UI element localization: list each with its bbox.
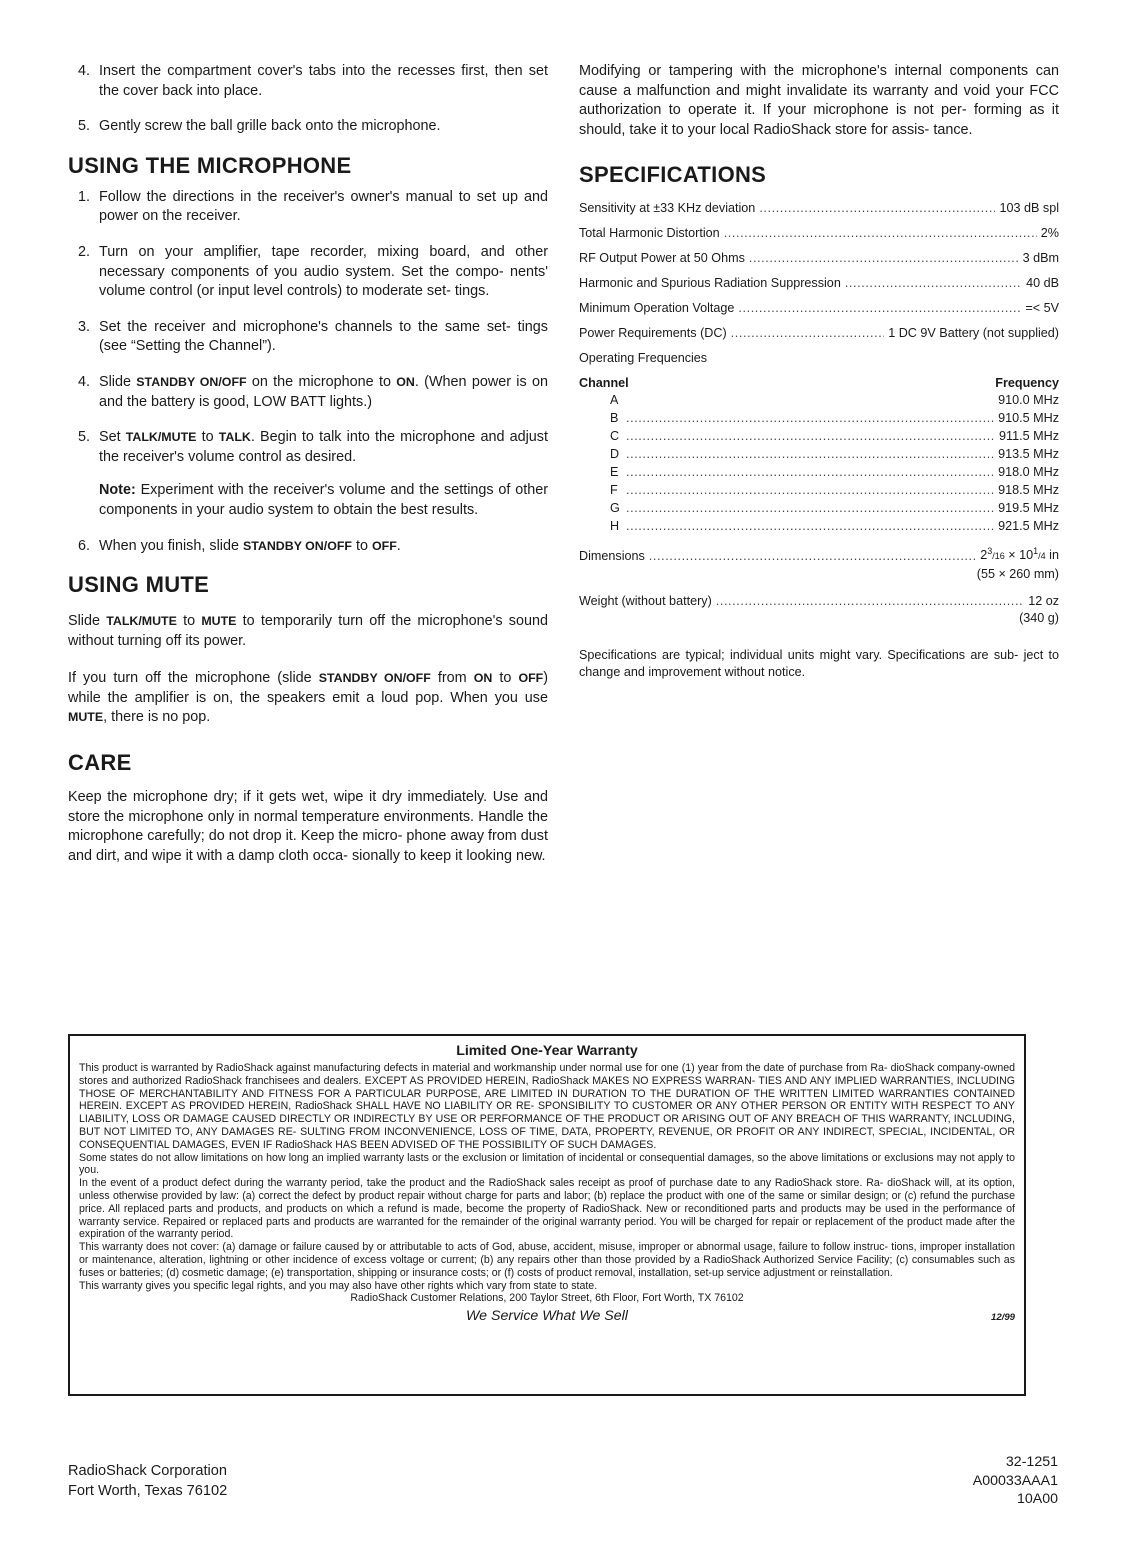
step-6 <box>68 537 548 557</box>
warranty-paragraph-1: This product is warranted by RadioShack against manufacturing defects in material and workmanship under normal use for one (1) year from the date of purchase from Ra- dioShack company-owned stores and authorized RadioShack franchisees and dealers. EXCEPT AS PROVIDED HEREIN, RadioShack MAKES NO EXPRESS WARRAN- TIES AND ANY IMPLIED WARRANTIES, INCLUDING THOSE OF MERCHANTABILITY AND FITNESS FOR A PARTICULAR PURPOSE, ARE LIMITED IN DURATION TO THE DURATION OF THE WRITTEN LIMITED WARRANTIES CONTAINED HEREIN. EXCEPT AS PROVIDED HEREIN, RadioShack SHALL HAVE NO LIABILITY OR RE- SPONSIBILITY TO CUSTOMER OR ANY OTHER PERSON OR ENTITY WITH RESPECT TO ANY LIABILITY, LOSS OR DAMAGE CAUSED DIRECTLY OR INDIRECTLY BY USE OR PERFORMANCE OF THE PRODUCT OR ARISING OUT OF ANY BREACH OF THIS WARRANTY, INCLUDING, BUT NOT LIMITED TO, ANY DAMAGES RE- SULTING FROM INCONVENIENCE, LOSS OF TIME, DATA, PROPERTY, REVENUE, OR PROFIT OR ANY INDIRECT, SPECIAL, INCIDENTAL, OR CONSEQUENTIAL DAMAGES, EVEN IF RadioShack HAS BEEN ADVISED OF THE POSSIBILITY OF SUCH DAMAGES. <box>79 1062 1015 1151</box>
step-number: 1. <box>78 188 91 205</box>
note-text: Experiment with the receiver's volume and the settings of other components in your audio system to obtain the best results. <box>99 482 548 518</box>
channel-header: Channel <box>579 376 629 391</box>
channel-row <box>579 464 1059 481</box>
step-1 <box>68 188 548 227</box>
step-number: 2. <box>78 243 91 260</box>
channel-table-header <box>579 375 1059 392</box>
heading-specifications: SPECIFICATIONS <box>579 162 767 188</box>
spec-label: Weight (without battery) <box>579 593 712 608</box>
channel-frequency: 918.0 MHz <box>998 465 1059 480</box>
leader-dots <box>724 225 1037 242</box>
step-text: Set the receiver and microphone's channels to the same set- tings (see “Setting the Channel”). <box>99 318 548 355</box>
mute-paragraph-2 <box>68 669 548 728</box>
channel-letter: H <box>610 519 620 534</box>
step-3 <box>68 318 548 357</box>
control-label: STANDBY ON/OFF <box>136 374 247 389</box>
spec-label: Harmonic and Spurious Radiation Suppression <box>579 276 841 291</box>
step-4 <box>68 373 548 412</box>
step-text: Gently screw the ball grille back onto the microphone. <box>99 118 441 135</box>
warranty-date: 12/99 <box>990 1312 1015 1324</box>
spec-sensitivity <box>579 200 1059 217</box>
heading-using-microphone: USING THE MICROPHONE <box>68 152 352 178</box>
step-number: 4. <box>78 373 91 390</box>
mute-paragraph-1 <box>68 612 548 651</box>
channel-row <box>579 410 1059 427</box>
leader-dots <box>626 446 994 463</box>
step-number: 4. <box>78 63 91 79</box>
spec-weight <box>579 593 1059 610</box>
channel-letter: C <box>610 429 620 444</box>
warranty-paragraph-2: Some states do not allow limitations on how long an implied warranty lasts or the exclusion or limitation of incidental or consequential damages, so the above limitations or exclusions may not apply to you. <box>79 1151 1015 1177</box>
warranty-paragraph-3: In the event of a product defect during the warranty period, take the product and the RadioShack sales receipt as proof of purchase date to any RadioShack store. Ra- dioShack will, at its option, unless otherwise provided by law: (a) correct the defect by product repair without charge for parts and labor; (b) replace the product with one of the same or similar design; or (c) refund the purchase price. All replaced parts and products, and products on which a refund is made, become the property of RadioShack. New or reconditioned parts and products may be used in the performance of warranty service. Repaired or replaced parts and products are warranted for the remainder of the original warranty period. You will be charged for repair or replacement of the product made after the expiration of the warranty period. <box>79 1177 1015 1241</box>
channel-frequency: 921.5 MHz <box>998 519 1059 534</box>
footer-codes <box>973 1453 1058 1509</box>
channel-row <box>579 500 1059 517</box>
text-run: × 10 <box>1004 548 1034 563</box>
leader-dots <box>626 428 995 445</box>
frequency-header: Frequency <box>995 376 1059 391</box>
spec-value: 2% <box>1040 226 1059 241</box>
channel-frequency: 911.5 MHz <box>999 429 1059 444</box>
control-label: TALK/MUTE <box>125 430 197 445</box>
leader-dots <box>626 464 994 481</box>
channel-frequency: 913.5 MHz <box>998 447 1059 462</box>
leader-dots <box>845 275 1022 292</box>
text-run: . <box>396 537 401 554</box>
text-run: to <box>196 429 219 446</box>
spec-label: Operating Frequencies <box>579 351 708 366</box>
right-column <box>579 62 1059 681</box>
text-run: . (When power is on and the battery is good, LOW BATT lights.) <box>99 373 548 410</box>
dimensions-value <box>980 543 1059 565</box>
spec-operating-frequencies <box>579 350 1059 367</box>
slogan: We Service What We Sell <box>466 1308 628 1325</box>
leader-dots <box>731 325 885 342</box>
spec-label: Sensitivity at ±33 KHz deviation <box>579 201 756 216</box>
spec-value: =< 5V <box>1025 301 1059 316</box>
dimensions-metric: (55 × 260 mm) <box>976 566 1059 581</box>
step-number: 5. <box>78 429 91 446</box>
channel-frequency: 919.5 MHz <box>998 501 1059 516</box>
leader-dots <box>716 593 1024 610</box>
spec-label: Total Harmonic Distortion <box>579 226 720 241</box>
leader-dots <box>759 200 995 217</box>
warranty-box <box>68 1034 1026 1396</box>
channel-letter: A <box>610 393 619 408</box>
text-run: in <box>1045 548 1059 563</box>
text-run: on the microphone to <box>246 373 397 390</box>
leader-dots <box>626 410 994 427</box>
spec-dimensions <box>579 543 1059 565</box>
specification-note: Specifications are typical; individual units might vary. Specifications are sub- ject to change and improvement without notice. <box>579 647 1059 679</box>
text-run: to <box>176 613 202 630</box>
heading-care: CARE <box>68 750 132 776</box>
channel-letter: G <box>610 501 620 516</box>
step-5 <box>68 117 548 137</box>
heading-using-mute: USING MUTE <box>68 572 210 598</box>
note-label: Note: <box>99 482 136 499</box>
spec-label: Dimensions <box>579 548 645 563</box>
care-paragraph: Keep the microphone dry; if it gets wet, wipe it dry immediately. Use and store the microphone only in normal temperature environments. Handle the microphone carefully; do not drop it. Keep the micro- phone away from dust and dirt, and wipe it with a damp cloth occa- sionally to keep it looking new. <box>68 789 548 864</box>
channel-letter: D <box>610 447 620 462</box>
text-run: Slide <box>99 373 137 390</box>
step-5 <box>68 428 548 520</box>
control-label: OFF <box>518 671 544 686</box>
leader-dots <box>626 518 994 535</box>
spec-value: 40 dB <box>1026 276 1059 291</box>
control-label: STANDBY ON/OFF <box>242 538 352 553</box>
channel-row <box>579 392 1059 409</box>
text-run: , there is no pop. <box>103 709 211 726</box>
warranty-paragraph-5: This warranty gives you specific legal rights, and you may also have other rights which vary from state to state. <box>79 1279 598 1292</box>
leader-dots <box>626 482 994 499</box>
fraction-numerator: 1 <box>1033 546 1039 557</box>
company-city: Fort Worth, Texas 76102 <box>68 1482 228 1499</box>
spec-thd <box>579 225 1059 242</box>
channel-row <box>579 446 1059 463</box>
fraction-denominator: /4 <box>1038 551 1046 562</box>
text-run: ) while the amplifier is on, the speakers emit a loud pop. When you use <box>68 670 549 706</box>
channel-frequency: 918.5 MHz <box>998 483 1059 498</box>
channel-letter: F <box>610 483 618 498</box>
channel-letter: B <box>610 411 619 426</box>
spec-rf-output <box>579 250 1059 267</box>
leader-dots <box>626 500 994 517</box>
control-label: ON <box>396 374 415 389</box>
text-run: . Begin to talk into the microphone and adjust the receiver's volume control as desired. <box>99 429 548 465</box>
text-run: to <box>492 670 519 687</box>
weight-metric: (340 g) <box>1019 610 1059 625</box>
channel-frequency: 910.0 MHz <box>998 393 1059 408</box>
revision-code: 10A00 <box>1016 1491 1058 1508</box>
step-4 <box>68 62 548 101</box>
customer-relations-address: RadioShack Customer Relations, 200 Taylor Street, 6th Floor, Fort Worth, TX 76102 <box>350 1292 744 1305</box>
spec-label: Minimum Operation Voltage <box>579 301 735 316</box>
text-run: to temporarily turn off the microphone's sound without turning off its power. <box>68 613 548 649</box>
step-number: 3. <box>78 318 91 335</box>
tampering-warning: Modifying or tampering with the microphone's internal components can cause a malfunction and might invalidate its warranty and void your FCC authorization to operate it. If your microphone is not per- forming as it should, take it to your local RadioShack store for assis- tance. <box>579 63 1059 138</box>
channel-row <box>579 482 1059 499</box>
control-label: STANDBY ON/OFF <box>318 671 431 686</box>
channel-row <box>579 428 1059 445</box>
reassembly-steps <box>68 62 548 137</box>
text-run: Set <box>99 429 126 446</box>
spec-power <box>579 325 1059 342</box>
spec-value: 3 dBm <box>1022 251 1059 266</box>
step-text: Insert the compartment cover's tabs into the recesses first, then set the cover back into place. <box>99 63 548 99</box>
channel-frequency: 910.5 MHz <box>998 411 1059 426</box>
control-label: ON <box>473 671 493 686</box>
text-run: to <box>351 537 372 554</box>
spec-min-voltage <box>579 300 1059 317</box>
step-2 <box>68 243 548 302</box>
step-text: Turn on your amplifier, tape recorder, mixing board, and other necessary components of you audio system. Set the compo- nents' volume control (or input level controls) to moderate set- tings. <box>99 243 548 300</box>
company-name: RadioShack Corporation <box>68 1463 227 1479</box>
spec-harmonic-suppression <box>579 275 1059 292</box>
step-text: Follow the directions in the receiver's owner's manual to set up and power on the receiver. <box>99 188 548 225</box>
text-run: If you turn off the microphone (slide <box>68 670 319 687</box>
note <box>99 481 548 520</box>
spec-label: RF Output Power at 50 Ohms <box>579 251 745 266</box>
control-label: TALK/MUTE <box>106 614 177 629</box>
channel-letter: E <box>610 465 619 480</box>
leader-dots <box>649 548 976 565</box>
fraction-numerator: 3 <box>987 546 993 557</box>
left-column <box>68 62 548 866</box>
spec-value: 12 oz <box>1028 593 1059 608</box>
spec-value: 103 dB spl <box>999 201 1059 216</box>
warranty-paragraph-4: This warranty does not cover: (a) damage or failure caused by or attributable to acts of God, abuse, accident, misuse, improper or abnormal usage, failure to follow instruc- tions, improper installation or maintenance, alteration, lightning or other incidence of excess voltage or current; (b) any repairs other than those provided by a RadioShack Authorized Service Facility; (c) consumables such as fuses or batteries; (d) cosmetic damage; (e) transportation, shipping or insurance costs; or (f) costs of product removal, installation, set-up service adjustment or reinstallation. <box>79 1241 1015 1279</box>
catalog-number: 32-1251 <box>1005 1454 1058 1470</box>
control-label: TALK <box>218 430 251 445</box>
text-run: 2 <box>980 548 988 563</box>
fraction-denominator: /16 <box>992 551 1005 562</box>
document-code: A00033AAA1 <box>972 1472 1058 1489</box>
step-number: 5. <box>78 118 91 135</box>
spec-value: 1 DC 9V Battery (not supplied) <box>888 326 1059 341</box>
leader-dots <box>749 250 1019 267</box>
leader-dots <box>738 300 1021 317</box>
warranty-title: Limited One-Year Warranty <box>456 1043 638 1059</box>
warranty-slogan-row <box>70 1307 1024 1325</box>
control-label: MUTE <box>68 710 104 725</box>
channel-row <box>579 518 1059 535</box>
text-run: Slide <box>68 613 107 630</box>
using-microphone-steps <box>68 188 548 556</box>
step-number: 6. <box>78 537 91 554</box>
text-run: When you finish, slide <box>99 537 243 554</box>
text-run: from <box>430 670 474 687</box>
spec-label: Power Requirements (DC) <box>579 326 727 341</box>
footer-company <box>68 1462 227 1501</box>
control-label: OFF <box>371 538 397 553</box>
control-label: MUTE <box>201 614 237 629</box>
